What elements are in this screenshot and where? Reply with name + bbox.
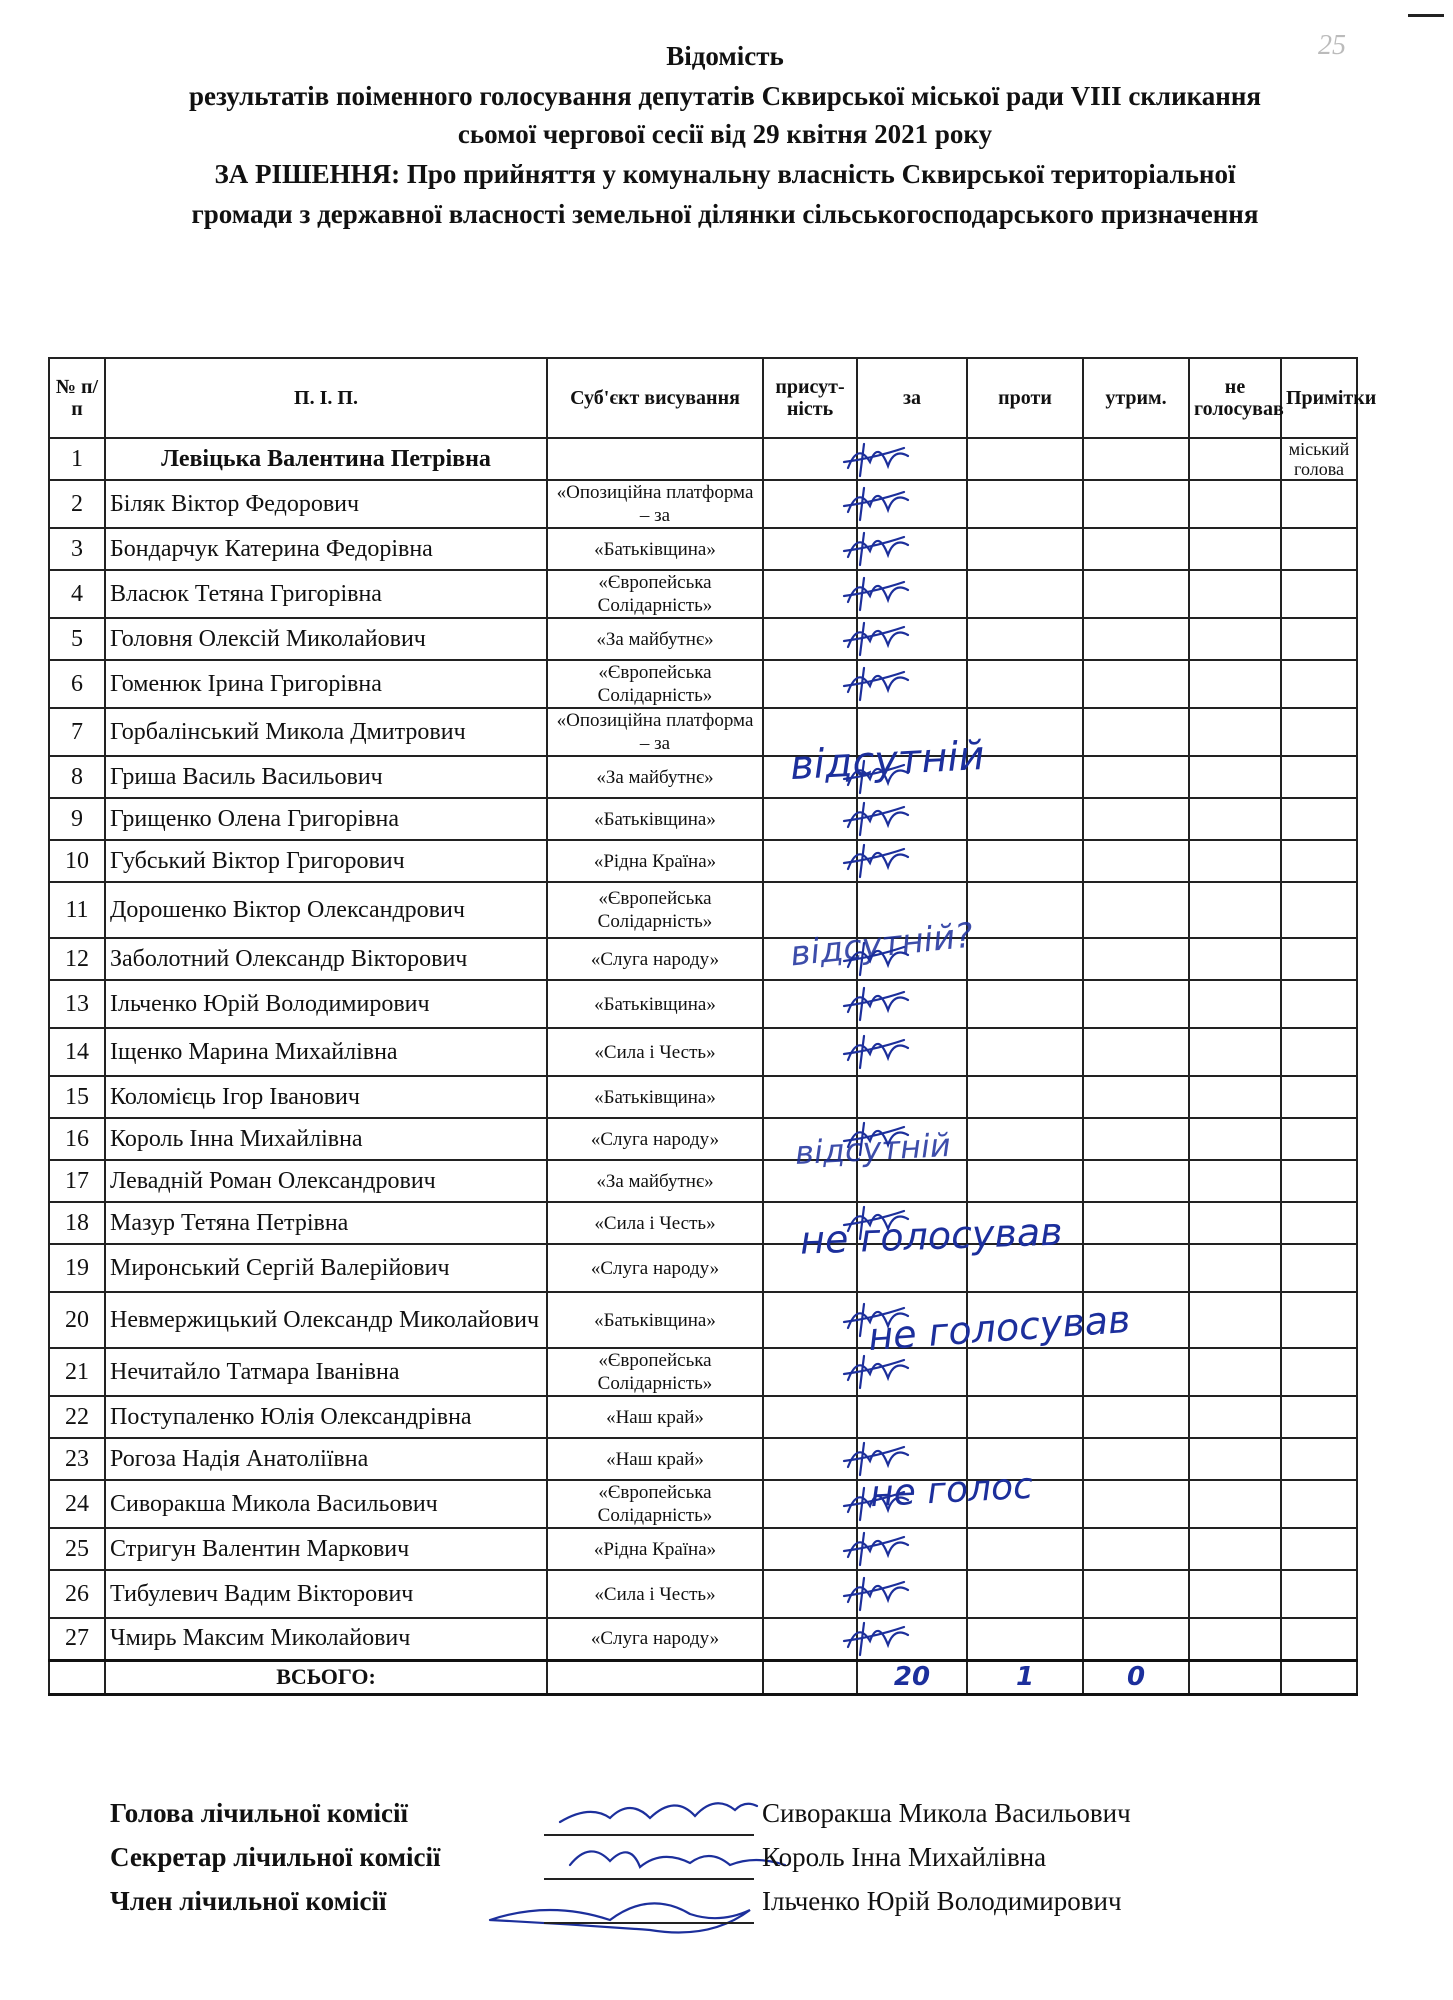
row-for [857, 660, 967, 708]
row-present [763, 1480, 857, 1528]
table-row [49, 570, 1357, 618]
row-party: «Наш край» [547, 1396, 763, 1438]
row-name: Миронський Сергій Валерійович [105, 1244, 547, 1292]
row-num: 24 [49, 1480, 105, 1528]
row-note [1281, 480, 1357, 528]
row-against [967, 1348, 1083, 1396]
row-party: «Європейська Солідарність» [547, 1480, 763, 1528]
commission-chair-name: Сиворакша Микола Васильович [762, 1798, 1131, 1828]
row-note [1281, 1348, 1357, 1396]
row-abstain [1083, 1396, 1189, 1438]
row-against [967, 1570, 1083, 1618]
row-abstain [1083, 1570, 1189, 1618]
row-party: «Слуга народу» [547, 1618, 763, 1660]
row-party: «Опозиційна платформа – за [547, 708, 763, 756]
row-note [1281, 1118, 1357, 1160]
totals-notes-cell [1281, 1660, 1357, 1694]
row-present [763, 618, 857, 660]
row-not-voted [1189, 1292, 1281, 1348]
row-party: «Сила і Честь» [547, 1202, 763, 1244]
table-row [49, 1396, 1357, 1438]
row-num: 19 [49, 1244, 105, 1292]
handwritten-absent-row11: відсутній? [788, 915, 976, 975]
row-for [857, 1396, 967, 1438]
totals-present-cell [763, 1660, 857, 1694]
row-against [967, 570, 1083, 618]
row-num: 2 [49, 480, 105, 528]
row-for [857, 1570, 967, 1618]
row-present [763, 1076, 857, 1118]
row-num: 22 [49, 1396, 105, 1438]
header-not-voted: не голосував [1189, 358, 1281, 438]
row-not-voted [1189, 1028, 1281, 1076]
row-present [763, 1028, 857, 1076]
totals-for-cell [857, 1660, 967, 1694]
signature-line [544, 1834, 754, 1836]
row-abstain [1083, 1480, 1189, 1528]
row-abstain [1083, 660, 1189, 708]
row-against [967, 528, 1083, 570]
header-party: Суб'єкт висування [547, 358, 763, 438]
table-row [49, 1292, 1357, 1348]
row-party: «Європейська Солідарність» [547, 882, 763, 938]
row-abstain [1083, 1618, 1189, 1660]
row-party: «Батьківщина» [547, 980, 763, 1028]
row-note [1281, 1480, 1357, 1528]
commission-member-name: Ільченко Юрій Володимирович [762, 1886, 1122, 1916]
table-row [49, 1348, 1357, 1396]
row-not-voted [1189, 1118, 1281, 1160]
row-party [547, 438, 763, 480]
row-present [763, 1570, 857, 1618]
table-row [49, 1244, 1357, 1292]
header-abstain: утрим. [1083, 358, 1189, 438]
row-note [1281, 528, 1357, 570]
table-row [49, 1076, 1357, 1118]
row-not-voted [1189, 480, 1281, 528]
totals-against-cell [967, 1660, 1083, 1694]
table-row [49, 1028, 1357, 1076]
row-num: 25 [49, 1528, 105, 1570]
row-name: Мазур Тетяна Петрівна [105, 1202, 547, 1244]
row-party: «Європейська Солідарність» [547, 570, 763, 618]
row-note [1281, 1202, 1357, 1244]
row-against [967, 798, 1083, 840]
row-num: 20 [49, 1292, 105, 1348]
row-not-voted [1189, 438, 1281, 480]
row-abstain [1083, 798, 1189, 840]
row-not-voted [1189, 570, 1281, 618]
row-not-voted [1189, 1348, 1281, 1396]
row-abstain [1083, 756, 1189, 798]
row-against [967, 882, 1083, 938]
row-name: Горбалінський Микола Дмитрович [105, 708, 547, 756]
total-abstain: 0 [1126, 1662, 1146, 1692]
header-for: за [857, 358, 967, 438]
document-subtitle-line2: сьомої чергової сесії від 29 квітня 2021 року [457, 119, 993, 149]
signature-member [490, 1903, 750, 1932]
table-row [49, 1570, 1357, 1618]
row-present [763, 1292, 857, 1348]
row-for [857, 1528, 967, 1570]
row-against [967, 1160, 1083, 1202]
row-name: Дорошенко Віктор Олександрович [105, 882, 547, 938]
row-against [967, 708, 1083, 756]
row-not-voted [1189, 528, 1281, 570]
row-num: 14 [49, 1028, 105, 1076]
decision-line2: громади з державної власності земельної ділянки сільськогосподарського призначення [191, 199, 1259, 229]
table-header-row [49, 358, 1357, 438]
row-abstain [1083, 438, 1189, 480]
row-name: Іщенко Марина Михайлівна [105, 1028, 547, 1076]
row-party: «Слуга народу» [547, 1118, 763, 1160]
row-abstain [1083, 1028, 1189, 1076]
handwritten-absent-row15: відсутній [794, 1125, 952, 1173]
table-row [49, 980, 1357, 1028]
row-abstain [1083, 1528, 1189, 1570]
row-not-voted [1189, 980, 1281, 1028]
row-not-voted [1189, 938, 1281, 980]
row-num: 8 [49, 756, 105, 798]
table-row [49, 618, 1357, 660]
row-note [1281, 708, 1357, 756]
row-not-voted [1189, 756, 1281, 798]
document-subtitle-line1: результатів поіменного голосування депутатів Сквирської міської ради VIII скликання [188, 81, 1262, 111]
commission-secretary-role: Секретар лічильної комісії [110, 1842, 441, 1872]
row-present [763, 1438, 857, 1480]
header-present: присут-ність [763, 358, 857, 438]
document-title: Відомість [666, 41, 784, 71]
total-against: 1 [1015, 1662, 1035, 1692]
row-num: 16 [49, 1118, 105, 1160]
row-note [1281, 980, 1357, 1028]
row-abstain [1083, 840, 1189, 882]
row-note: міський голова [1281, 438, 1357, 480]
row-name: Коломієць Ігор Іванович [105, 1076, 547, 1118]
row-not-voted [1189, 1160, 1281, 1202]
row-against [967, 1396, 1083, 1438]
totals-not-voted-cell [1189, 1660, 1281, 1694]
row-party: «За майбутнє» [547, 618, 763, 660]
row-abstain [1083, 1202, 1189, 1244]
row-for [857, 528, 967, 570]
row-name: Невмержицький Олександр Миколайович [105, 1292, 547, 1348]
table-row [49, 438, 1357, 480]
row-num: 11 [49, 882, 105, 938]
table-row [49, 1618, 1357, 1660]
row-party: «Батьківщина» [547, 528, 763, 570]
row-not-voted [1189, 660, 1281, 708]
handwritten-not-voted-row17: не голосував [799, 1209, 1064, 1263]
row-num: 9 [49, 798, 105, 840]
row-not-voted [1189, 882, 1281, 938]
row-not-voted [1189, 1396, 1281, 1438]
row-not-voted [1189, 1528, 1281, 1570]
row-abstain [1083, 570, 1189, 618]
row-party: «Сила і Честь» [547, 1028, 763, 1076]
row-for [857, 980, 967, 1028]
handwritten-absent-row7: відсутній [788, 732, 986, 790]
row-note [1281, 660, 1357, 708]
row-name: Левіцька Валентина Петрівна [105, 438, 547, 480]
row-not-voted [1189, 1244, 1281, 1292]
row-party: «Рідна Країна» [547, 840, 763, 882]
table-row [49, 882, 1357, 938]
row-note [1281, 1396, 1357, 1438]
row-name: Гриша Василь Васильович [105, 756, 547, 798]
row-for [857, 1028, 967, 1076]
commission-member-role: Член лічильної комісії [110, 1886, 387, 1916]
commission-chair-role: Голова лічильної комісії [110, 1798, 408, 1828]
row-abstain [1083, 1076, 1189, 1118]
row-party: «За майбутнє» [547, 1160, 763, 1202]
signature-chair [560, 1803, 757, 1822]
row-num: 5 [49, 618, 105, 660]
row-present [763, 1528, 857, 1570]
row-party: «Наш край» [547, 1438, 763, 1480]
row-note [1281, 1528, 1357, 1570]
row-not-voted [1189, 618, 1281, 660]
row-present [763, 1348, 857, 1396]
total-for: 20 [893, 1662, 931, 1692]
handwritten-not-voted-row19: не голосував [866, 1296, 1132, 1360]
row-num: 1 [49, 438, 105, 480]
row-note [1281, 756, 1357, 798]
row-num: 27 [49, 1618, 105, 1660]
row-against [967, 438, 1083, 480]
table-row [49, 1160, 1357, 1202]
row-name: Поступаленко Юлія Олександрівна [105, 1396, 547, 1438]
row-note [1281, 1076, 1357, 1118]
row-note [1281, 1570, 1357, 1618]
row-abstain [1083, 708, 1189, 756]
row-note [1281, 570, 1357, 618]
row-num: 23 [49, 1438, 105, 1480]
row-against [967, 480, 1083, 528]
corner-mark [1408, 14, 1444, 17]
row-abstain [1083, 618, 1189, 660]
row-num: 21 [49, 1348, 105, 1396]
row-present [763, 798, 857, 840]
row-against [967, 980, 1083, 1028]
signature-secretary [570, 1851, 785, 1867]
totals-num-cell [49, 1660, 105, 1694]
row-for [857, 480, 967, 528]
row-abstain [1083, 1348, 1189, 1396]
row-not-voted [1189, 840, 1281, 882]
row-num: 12 [49, 938, 105, 980]
row-name: Нечитайло Татмара Іванівна [105, 1348, 547, 1396]
row-note [1281, 938, 1357, 980]
row-name: Губський Віктор Григорович [105, 840, 547, 882]
row-name: Гоменюк Ірина Григорівна [105, 660, 547, 708]
row-against [967, 938, 1083, 980]
table-row [49, 528, 1357, 570]
row-present [763, 980, 857, 1028]
row-not-voted [1189, 798, 1281, 840]
row-num: 13 [49, 980, 105, 1028]
decision-line1: ЗА РІШЕННЯ: Про прийняття у комунальну власність Сквирської територіальної [214, 159, 1236, 189]
row-for [857, 618, 967, 660]
table-row [49, 1118, 1357, 1160]
row-abstain [1083, 480, 1189, 528]
row-for [857, 438, 967, 480]
row-for [857, 1618, 967, 1660]
row-note [1281, 1618, 1357, 1660]
table-row [49, 1202, 1357, 1244]
handwritten-not-voted-row22: не голос [869, 1465, 1034, 1516]
table-row [49, 660, 1357, 708]
row-abstain [1083, 1244, 1189, 1292]
row-party: «Слуга народу» [547, 938, 763, 980]
row-for [857, 840, 967, 882]
row-for [857, 570, 967, 618]
row-party: «За майбутнє» [547, 756, 763, 798]
row-abstain [1083, 938, 1189, 980]
row-against [967, 1118, 1083, 1160]
row-abstain [1083, 1160, 1189, 1202]
row-note [1281, 882, 1357, 938]
row-party: «Опозиційна платформа – за [547, 480, 763, 528]
row-party: «Європейська Солідарність» [547, 660, 763, 708]
row-against [967, 1028, 1083, 1076]
table-row [49, 1528, 1357, 1570]
totals-abstain-cell [1083, 1660, 1189, 1694]
row-name: Заболотний Олександр Вікторович [105, 938, 547, 980]
row-party: «Батьківщина» [547, 1292, 763, 1348]
row-party: «Батьківщина» [547, 1076, 763, 1118]
row-against [967, 1528, 1083, 1570]
row-note [1281, 1160, 1357, 1202]
table-row [49, 938, 1357, 980]
table-row [49, 1480, 1357, 1528]
header-against: проти [967, 358, 1083, 438]
row-name: Рогоза Надія Анатоліївна [105, 1438, 547, 1480]
row-name: Сиворакша Микола Васильович [105, 1480, 547, 1528]
row-num: 7 [49, 708, 105, 756]
header-notes: Примітки [1281, 358, 1357, 438]
row-name: Чмирь Максим Миколайович [105, 1618, 547, 1660]
totals-party-cell [547, 1660, 763, 1694]
row-name: Головня Олексій Миколайович [105, 618, 547, 660]
table-row [49, 480, 1357, 528]
row-against [967, 618, 1083, 660]
row-name: Ільченко Юрій Володимирович [105, 980, 547, 1028]
header-num: № п/п [49, 358, 105, 438]
row-note [1281, 1244, 1357, 1292]
table-row [49, 708, 1357, 756]
voting-table [48, 357, 1377, 1696]
page-number: 25 [1318, 30, 1346, 61]
row-for [857, 798, 967, 840]
commission-signatures [490, 1803, 785, 1932]
table-row [49, 1438, 1357, 1480]
totals-row [49, 1660, 1357, 1694]
row-not-voted [1189, 1076, 1281, 1118]
row-name: Власюк Тетяна Григорівна [105, 570, 547, 618]
row-not-voted [1189, 1480, 1281, 1528]
row-not-voted [1189, 708, 1281, 756]
row-present [763, 528, 857, 570]
row-abstain [1083, 1118, 1189, 1160]
row-present [763, 438, 857, 480]
row-num: 4 [49, 570, 105, 618]
row-note [1281, 1028, 1357, 1076]
row-name: Стригун Валентин Маркович [105, 1528, 547, 1570]
totals-label: ВСЬОГО: [105, 1660, 547, 1694]
row-note [1281, 1438, 1357, 1480]
row-abstain [1083, 980, 1189, 1028]
row-party: «Слуга народу» [547, 1244, 763, 1292]
signature-line [544, 1922, 754, 1924]
row-note [1281, 798, 1357, 840]
row-present [763, 1396, 857, 1438]
row-abstain [1083, 1438, 1189, 1480]
table-row [49, 798, 1357, 840]
row-party: «Сила і Честь» [547, 1570, 763, 1618]
row-present [763, 660, 857, 708]
row-name: Левадній Роман Олександрович [105, 1160, 547, 1202]
row-name: Грищенко Олена Григорівна [105, 798, 547, 840]
row-against [967, 1618, 1083, 1660]
row-against [967, 840, 1083, 882]
table-row [49, 756, 1357, 798]
table-row [49, 840, 1357, 882]
row-num: 26 [49, 1570, 105, 1618]
row-name: Бондарчук Катерина Федорівна [105, 528, 547, 570]
row-party: «Європейська Солідарність» [547, 1348, 763, 1396]
row-num: 18 [49, 1202, 105, 1244]
row-name: Біляк Віктор Федорович [105, 480, 547, 528]
row-for [857, 1076, 967, 1118]
row-against [967, 1076, 1083, 1118]
row-not-voted [1189, 1202, 1281, 1244]
row-note [1281, 618, 1357, 660]
signature-line [544, 1878, 754, 1880]
row-num: 6 [49, 660, 105, 708]
row-present [763, 480, 857, 528]
row-note [1281, 1292, 1357, 1348]
row-party: «Рідна Країна» [547, 1528, 763, 1570]
row-present [763, 570, 857, 618]
row-not-voted [1189, 1570, 1281, 1618]
row-num: 3 [49, 528, 105, 570]
header-name: П. І. П. [105, 358, 547, 438]
row-present [763, 1618, 857, 1660]
row-not-voted [1189, 1618, 1281, 1660]
row-not-voted [1189, 1438, 1281, 1480]
row-name: Тибулевич Вадим Вікторович [105, 1570, 547, 1618]
row-num: 15 [49, 1076, 105, 1118]
row-name: Король Інна Михайлівна [105, 1118, 547, 1160]
row-party: «Батьківщина» [547, 798, 763, 840]
row-abstain [1083, 528, 1189, 570]
row-num: 10 [49, 840, 105, 882]
row-present [763, 840, 857, 882]
row-against [967, 660, 1083, 708]
row-num: 17 [49, 1160, 105, 1202]
row-note [1281, 840, 1357, 882]
row-abstain [1083, 882, 1189, 938]
commission-secretary-name: Король Інна Михайлівна [762, 1842, 1047, 1872]
